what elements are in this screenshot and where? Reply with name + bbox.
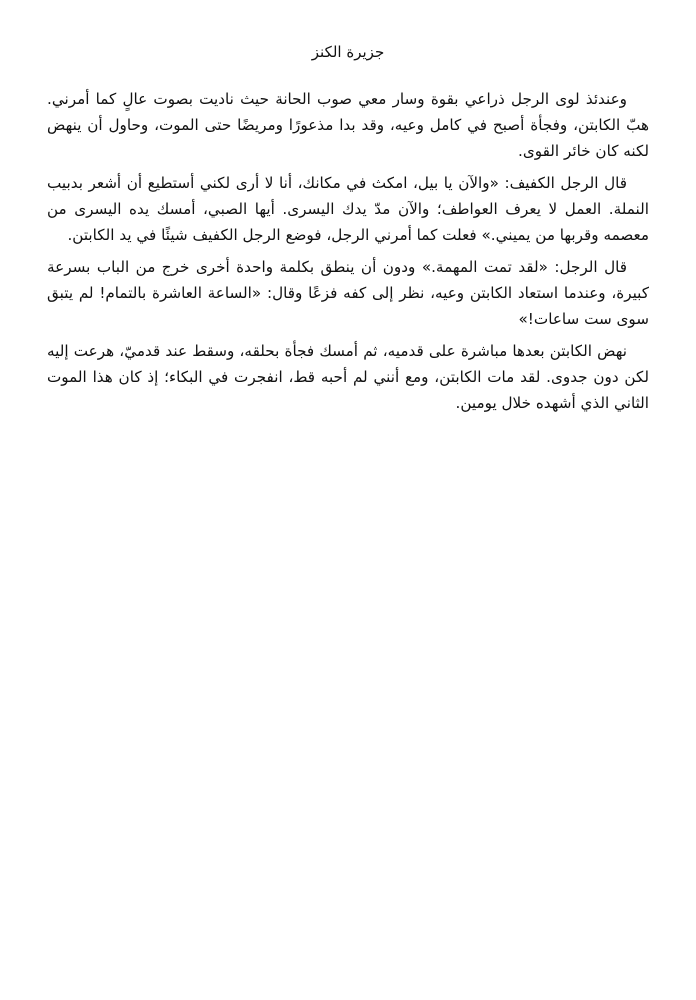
running-header-title: جزيرة الكنز	[311, 43, 385, 61]
paragraph-2: قال الرجل الكفيف: «والآن يا بيل، امكث في مكانك، أنا لا أرى لكني أستطيع أن أشعر بدبيب النملة. العمل لا يعرف العواطف؛ والآن مدّ يدك اليسرى. أيها الصبي، أمسك يده اليسرى من معصمه وقربها من يميني.» فعلت كما أمرني الرجل، فوضع الرجل الكفيف شيئًا في يد الكابتن.	[47, 174, 649, 244]
body-text	[47, 86, 649, 422]
paragraph-4: نهض الكابتن بعدها مباشرة على قدميه، ثم أمسك فجأة بحلقه، وسقط عند قدميّ، هرعت إليه لكن دون جدوى. لقد مات الكابتن، ومع أنني لم أحبه قط، انفجرت في البكاء؛ إذ كان هذا الموت الثاني الذي أشهده خلال يومين.	[47, 342, 649, 412]
paragraph-1: وعندئذ لوى الرجل ذراعي بقوة وسار معي صوب الحانة حيث ناديت بصوت عالٍ كما أمرني. هبّ الكابتن، وفجأة أصبح في كامل وعيه، وقد بدا مذعورًا ومريضًا حتى الموت، وحاول أن ينهض لكنه كان خائر القوى.	[47, 90, 649, 160]
paragraph-3: قال الرجل: «لقد تمت المهمة.» ودون أن ينطق بكلمة واحدة أخرى خرج من الباب بسرعة كبيرة، وعندما استعاد الكابتن وعيه، نظر إلى كفه فزعًا وقال: «الساعة العاشرة بالتمام! لم يتبق سوى ست ساعات!»	[47, 258, 649, 328]
